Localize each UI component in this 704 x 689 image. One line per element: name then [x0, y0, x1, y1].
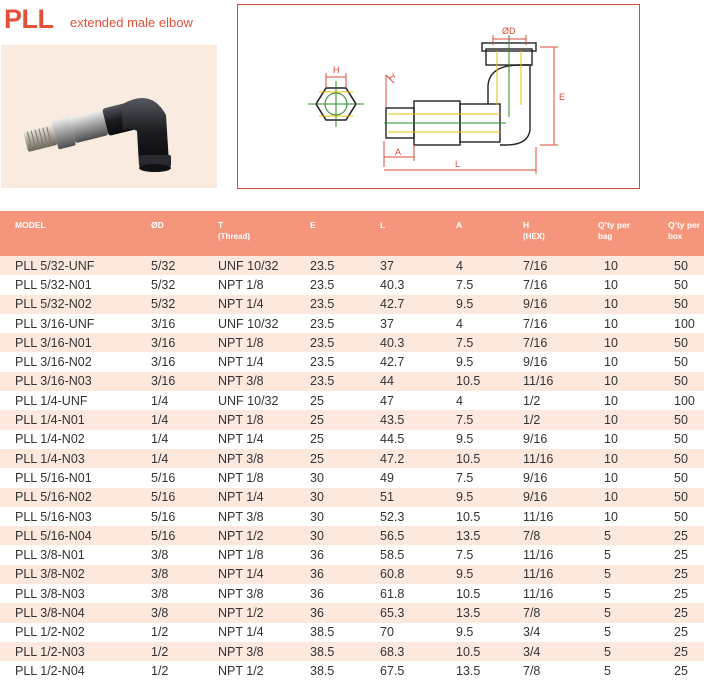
cell-qty-bag: 10 — [598, 275, 668, 294]
cell-l: 68.3 — [380, 642, 456, 661]
dim-label-l: L — [455, 159, 461, 169]
cell-l: 44 — [380, 372, 456, 391]
cell-qty-box: 50 — [668, 352, 704, 371]
cell-thread: UNF 10/32 — [218, 256, 310, 275]
cell-hex: 1/2 — [523, 410, 598, 429]
column-header-sublabel: box — [668, 232, 683, 241]
cell-thread: NPT 1/2 — [218, 526, 310, 545]
table-row — [0, 410, 704, 429]
table-body — [0, 256, 704, 681]
column-header-sublabel: bag — [598, 232, 613, 241]
column-header-label: MODEL — [15, 220, 46, 230]
cell-hex: 9/16 — [523, 468, 598, 487]
cell-qty-bag: 5 — [598, 565, 668, 584]
cell-model: PLL 1/2-N04 — [0, 661, 151, 680]
cell-l: 40.3 — [380, 275, 456, 294]
column-header-od — [151, 211, 218, 256]
cell-l: 52.3 — [380, 507, 456, 526]
cell-od: 3/8 — [151, 565, 218, 584]
cell-thread: NPT 1/8 — [218, 333, 310, 352]
cell-a: 4 — [456, 391, 523, 410]
cell-e: 23.5 — [310, 333, 380, 352]
product-subtitle: extended male elbow — [70, 15, 193, 30]
cell-qty-bag: 10 — [598, 430, 668, 449]
spec-table-container — [0, 211, 704, 681]
cell-e: 23.5 — [310, 314, 380, 333]
dimension-diagram — [238, 5, 641, 190]
cell-e: 23.5 — [310, 256, 380, 275]
cell-qty-box: 25 — [668, 526, 704, 545]
cell-hex: 7/16 — [523, 256, 598, 275]
cell-hex: 7/8 — [523, 661, 598, 680]
cell-qty-box: 50 — [668, 295, 704, 314]
cell-a: 10.5 — [456, 507, 523, 526]
cell-a: 13.5 — [456, 603, 523, 622]
cell-model: PLL 5/32-N02 — [0, 295, 151, 314]
cell-qty-box: 50 — [668, 410, 704, 429]
table-row — [0, 295, 704, 314]
column-header-thread — [218, 211, 310, 256]
table-row — [0, 468, 704, 487]
cell-qty-box: 25 — [668, 584, 704, 603]
cell-a: 9.5 — [456, 623, 523, 642]
table-row — [0, 372, 704, 391]
cell-qty-bag: 10 — [598, 295, 668, 314]
cell-a: 9.5 — [456, 352, 523, 371]
cell-qty-bag: 10 — [598, 449, 668, 468]
table-row — [0, 430, 704, 449]
cell-qty-bag: 10 — [598, 507, 668, 526]
cell-qty-bag: 10 — [598, 391, 668, 410]
cell-qty-box: 100 — [668, 314, 704, 333]
cell-a: 7.5 — [456, 410, 523, 429]
cell-model: PLL 5/32-N01 — [0, 275, 151, 294]
cell-model: PLL 1/2-N03 — [0, 642, 151, 661]
cell-qty-bag: 10 — [598, 314, 668, 333]
cell-od: 5/32 — [151, 295, 218, 314]
cell-thread: NPT 3/8 — [218, 584, 310, 603]
cell-l: 70 — [380, 623, 456, 642]
cell-thread: NPT 1/4 — [218, 488, 310, 507]
cell-hex: 9/16 — [523, 352, 598, 371]
cell-e: 36 — [310, 565, 380, 584]
cell-e: 38.5 — [310, 623, 380, 642]
cell-l: 49 — [380, 468, 456, 487]
cell-e: 23.5 — [310, 352, 380, 371]
cell-a: 9.5 — [456, 488, 523, 507]
table-row — [0, 507, 704, 526]
cell-e: 23.5 — [310, 275, 380, 294]
cell-qty-bag: 10 — [598, 333, 668, 352]
cell-l: 60.8 — [380, 565, 456, 584]
cell-qty-box: 25 — [668, 661, 704, 680]
table-row — [0, 526, 704, 545]
cell-hex: 11/16 — [523, 545, 598, 564]
cell-hex: 11/16 — [523, 507, 598, 526]
table-row — [0, 584, 704, 603]
cell-e: 23.5 — [310, 295, 380, 314]
cell-e: 25 — [310, 449, 380, 468]
cell-hex: 9/16 — [523, 295, 598, 314]
cell-qty-bag: 10 — [598, 410, 668, 429]
table-row — [0, 314, 704, 333]
cell-od: 5/16 — [151, 507, 218, 526]
table-row — [0, 391, 704, 410]
cell-e: 36 — [310, 545, 380, 564]
cell-e: 30 — [310, 488, 380, 507]
column-header-sublabel: (HEX) — [523, 232, 545, 241]
column-header-l — [380, 211, 456, 256]
cell-thread: NPT 1/8 — [218, 545, 310, 564]
table-row — [0, 661, 704, 680]
cell-thread: NPT 1/4 — [218, 352, 310, 371]
elbow-fitting-image — [1, 45, 217, 188]
cell-od: 3/8 — [151, 584, 218, 603]
column-header-a — [456, 211, 523, 256]
cell-e: 23.5 — [310, 372, 380, 391]
cell-l: 56.5 — [380, 526, 456, 545]
cell-qty-box: 100 — [668, 391, 704, 410]
cell-qty-box: 50 — [668, 372, 704, 391]
cell-l: 37 — [380, 314, 456, 333]
cell-qty-bag: 10 — [598, 352, 668, 371]
cell-e: 38.5 — [310, 661, 380, 680]
cell-od: 3/16 — [151, 372, 218, 391]
cell-qty-box: 25 — [668, 545, 704, 564]
cell-od: 1/4 — [151, 449, 218, 468]
cell-l: 58.5 — [380, 545, 456, 564]
cell-qty-box: 50 — [668, 275, 704, 294]
cell-qty-box: 25 — [668, 642, 704, 661]
cell-model: PLL 1/4-N01 — [0, 410, 151, 429]
cell-hex: 11/16 — [523, 372, 598, 391]
column-header-label: Q’ty per — [668, 220, 701, 230]
cell-thread: NPT 1/8 — [218, 468, 310, 487]
cell-model: PLL 5/16-N01 — [0, 468, 151, 487]
table-row — [0, 603, 704, 622]
cell-thread: NPT 1/8 — [218, 275, 310, 294]
cell-hex: 7/8 — [523, 526, 598, 545]
cell-qty-bag: 5 — [598, 603, 668, 622]
cell-hex: 9/16 — [523, 488, 598, 507]
cell-model: PLL 5/16-N04 — [0, 526, 151, 545]
cell-qty-bag: 5 — [598, 584, 668, 603]
cell-qty-bag: 10 — [598, 468, 668, 487]
table-row — [0, 352, 704, 371]
dim-label-e: E — [559, 92, 566, 102]
cell-thread: NPT 3/8 — [218, 449, 310, 468]
dim-label-od: ØD — [502, 26, 516, 36]
dim-label-t: T — [385, 72, 398, 82]
table-row — [0, 275, 704, 294]
cell-a: 4 — [456, 314, 523, 333]
cell-od: 3/8 — [151, 545, 218, 564]
cell-thread: NPT 3/8 — [218, 507, 310, 526]
cell-qty-bag: 5 — [598, 526, 668, 545]
cell-e: 25 — [310, 410, 380, 429]
cell-hex: 3/4 — [523, 623, 598, 642]
cell-od: 3/16 — [151, 314, 218, 333]
cell-a: 10.5 — [456, 642, 523, 661]
cell-a: 4 — [456, 256, 523, 275]
cell-thread: NPT 1/4 — [218, 565, 310, 584]
product-code: PLL — [4, 4, 54, 34]
cell-model: PLL 3/8-N03 — [0, 584, 151, 603]
cell-qty-box: 25 — [668, 565, 704, 584]
cell-a: 7.5 — [456, 333, 523, 352]
cell-a: 7.5 — [456, 275, 523, 294]
column-header-model — [0, 211, 151, 256]
cell-qty-box: 50 — [668, 507, 704, 526]
cell-l: 37 — [380, 256, 456, 275]
column-header-label: T — [218, 220, 224, 230]
cell-l: 43.5 — [380, 410, 456, 429]
cell-thread: NPT 1/4 — [218, 623, 310, 642]
cell-qty-bag: 10 — [598, 256, 668, 275]
cell-od: 3/16 — [151, 333, 218, 352]
cell-od: 5/32 — [151, 275, 218, 294]
cell-model: PLL 3/8-N02 — [0, 565, 151, 584]
cell-hex: 11/16 — [523, 584, 598, 603]
cell-e: 38.5 — [310, 642, 380, 661]
cell-l: 61.8 — [380, 584, 456, 603]
cell-hex: 1/2 — [523, 391, 598, 410]
cell-l: 44.5 — [380, 430, 456, 449]
cell-qty-bag: 10 — [598, 488, 668, 507]
column-header-label: E — [310, 220, 316, 230]
cell-qty-box: 50 — [668, 256, 704, 275]
table-header-row — [0, 211, 704, 256]
cell-l: 65.3 — [380, 603, 456, 622]
cell-thread: NPT 1/8 — [218, 410, 310, 429]
cell-thread: NPT 3/8 — [218, 642, 310, 661]
cell-od: 1/4 — [151, 391, 218, 410]
table-row — [0, 623, 704, 642]
cell-qty-bag: 10 — [598, 372, 668, 391]
cell-hex: 7/16 — [523, 333, 598, 352]
cell-model: PLL 1/2-N02 — [0, 623, 151, 642]
cell-a: 10.5 — [456, 584, 523, 603]
column-header-hex — [523, 211, 598, 256]
cell-od: 3/16 — [151, 352, 218, 371]
cell-thread: UNF 10/32 — [218, 391, 310, 410]
cell-a: 13.5 — [456, 661, 523, 680]
cell-od: 3/8 — [151, 603, 218, 622]
cell-thread: NPT 1/4 — [218, 295, 310, 314]
table-row — [0, 256, 704, 275]
table-row — [0, 565, 704, 584]
cell-od: 5/16 — [151, 468, 218, 487]
column-header-label: ØD — [151, 220, 164, 230]
cell-e: 30 — [310, 507, 380, 526]
cell-l: 42.7 — [380, 352, 456, 371]
table-row — [0, 449, 704, 468]
column-header-qty-bag — [598, 211, 668, 256]
cell-od: 1/4 — [151, 430, 218, 449]
column-header-qty-box — [668, 211, 704, 256]
cell-hex: 7/16 — [523, 275, 598, 294]
cell-od: 5/16 — [151, 488, 218, 507]
cell-qty-box: 25 — [668, 603, 704, 622]
column-header-label: L — [380, 220, 386, 230]
cell-qty-box: 50 — [668, 468, 704, 487]
cell-od: 5/32 — [151, 256, 218, 275]
cell-model: PLL 3/16-N01 — [0, 333, 151, 352]
cell-a: 10.5 — [456, 449, 523, 468]
cell-l: 51 — [380, 488, 456, 507]
product-photo — [1, 45, 217, 188]
cell-qty-box: 50 — [668, 488, 704, 507]
cell-a: 9.5 — [456, 565, 523, 584]
cell-model: PLL 5/16-N03 — [0, 507, 151, 526]
cell-a: 7.5 — [456, 468, 523, 487]
column-header-sublabel: (Thread) — [218, 232, 250, 241]
cell-e: 36 — [310, 584, 380, 603]
cell-l: 47 — [380, 391, 456, 410]
column-header-label: H — [523, 220, 530, 230]
cell-hex: 7/16 — [523, 314, 598, 333]
cell-l: 40.3 — [380, 333, 456, 352]
cell-od: 1/2 — [151, 642, 218, 661]
cell-model: PLL 1/4-UNF — [0, 391, 151, 410]
cell-qty-bag: 5 — [598, 545, 668, 564]
spec-table — [0, 211, 704, 681]
dim-label-h: H — [333, 65, 340, 75]
cell-a: 7.5 — [456, 545, 523, 564]
cell-hex: 3/4 — [523, 642, 598, 661]
cell-e: 25 — [310, 430, 380, 449]
table-row — [0, 488, 704, 507]
cell-a: 9.5 — [456, 430, 523, 449]
cell-e: 30 — [310, 468, 380, 487]
cell-qty-bag: 5 — [598, 623, 668, 642]
cell-l: 67.5 — [380, 661, 456, 680]
cell-qty-box: 25 — [668, 623, 704, 642]
cell-od: 1/2 — [151, 661, 218, 680]
product-title — [4, 4, 193, 34]
column-header-label: Q’ty per — [598, 220, 631, 230]
cell-hex: 11/16 — [523, 565, 598, 584]
cell-model: PLL 3/8-N01 — [0, 545, 151, 564]
cell-qty-box: 50 — [668, 333, 704, 352]
table-row — [0, 642, 704, 661]
cell-model: PLL 3/16-N03 — [0, 372, 151, 391]
cell-e: 25 — [310, 391, 380, 410]
cell-thread: NPT 1/2 — [218, 603, 310, 622]
dim-label-a: A — [395, 147, 402, 157]
cell-model: PLL 3/16-UNF — [0, 314, 151, 333]
column-header-e — [310, 211, 380, 256]
column-header-label: A — [456, 220, 463, 230]
table-row — [0, 545, 704, 564]
cell-od: 1/2 — [151, 623, 218, 642]
cell-model: PLL 5/32-UNF — [0, 256, 151, 275]
cell-od: 1/4 — [151, 410, 218, 429]
cell-qty-bag: 5 — [598, 661, 668, 680]
cell-l: 47.2 — [380, 449, 456, 468]
cell-model: PLL 5/16-N02 — [0, 488, 151, 507]
cell-hex: 9/16 — [523, 430, 598, 449]
cell-a: 9.5 — [456, 295, 523, 314]
cell-hex: 7/8 — [523, 603, 598, 622]
cell-thread: NPT 3/8 — [218, 372, 310, 391]
cell-a: 13.5 — [456, 526, 523, 545]
table-row — [0, 333, 704, 352]
cell-hex: 11/16 — [523, 449, 598, 468]
cell-l: 42.7 — [380, 295, 456, 314]
cell-model: PLL 3/8-N04 — [0, 603, 151, 622]
cell-od: 5/16 — [151, 526, 218, 545]
cell-model: PLL 3/16-N02 — [0, 352, 151, 371]
cell-thread: UNF 10/32 — [218, 314, 310, 333]
cell-e: 36 — [310, 603, 380, 622]
cell-model: PLL 1/4-N03 — [0, 449, 151, 468]
cell-model: PLL 1/4-N02 — [0, 430, 151, 449]
cell-qty-box: 50 — [668, 449, 704, 468]
cell-qty-box: 50 — [668, 430, 704, 449]
cell-qty-bag: 5 — [598, 642, 668, 661]
cell-e: 30 — [310, 526, 380, 545]
cell-a: 10.5 — [456, 372, 523, 391]
technical-drawing — [237, 4, 640, 189]
cell-thread: NPT 1/4 — [218, 430, 310, 449]
cell-thread: NPT 1/2 — [218, 661, 310, 680]
